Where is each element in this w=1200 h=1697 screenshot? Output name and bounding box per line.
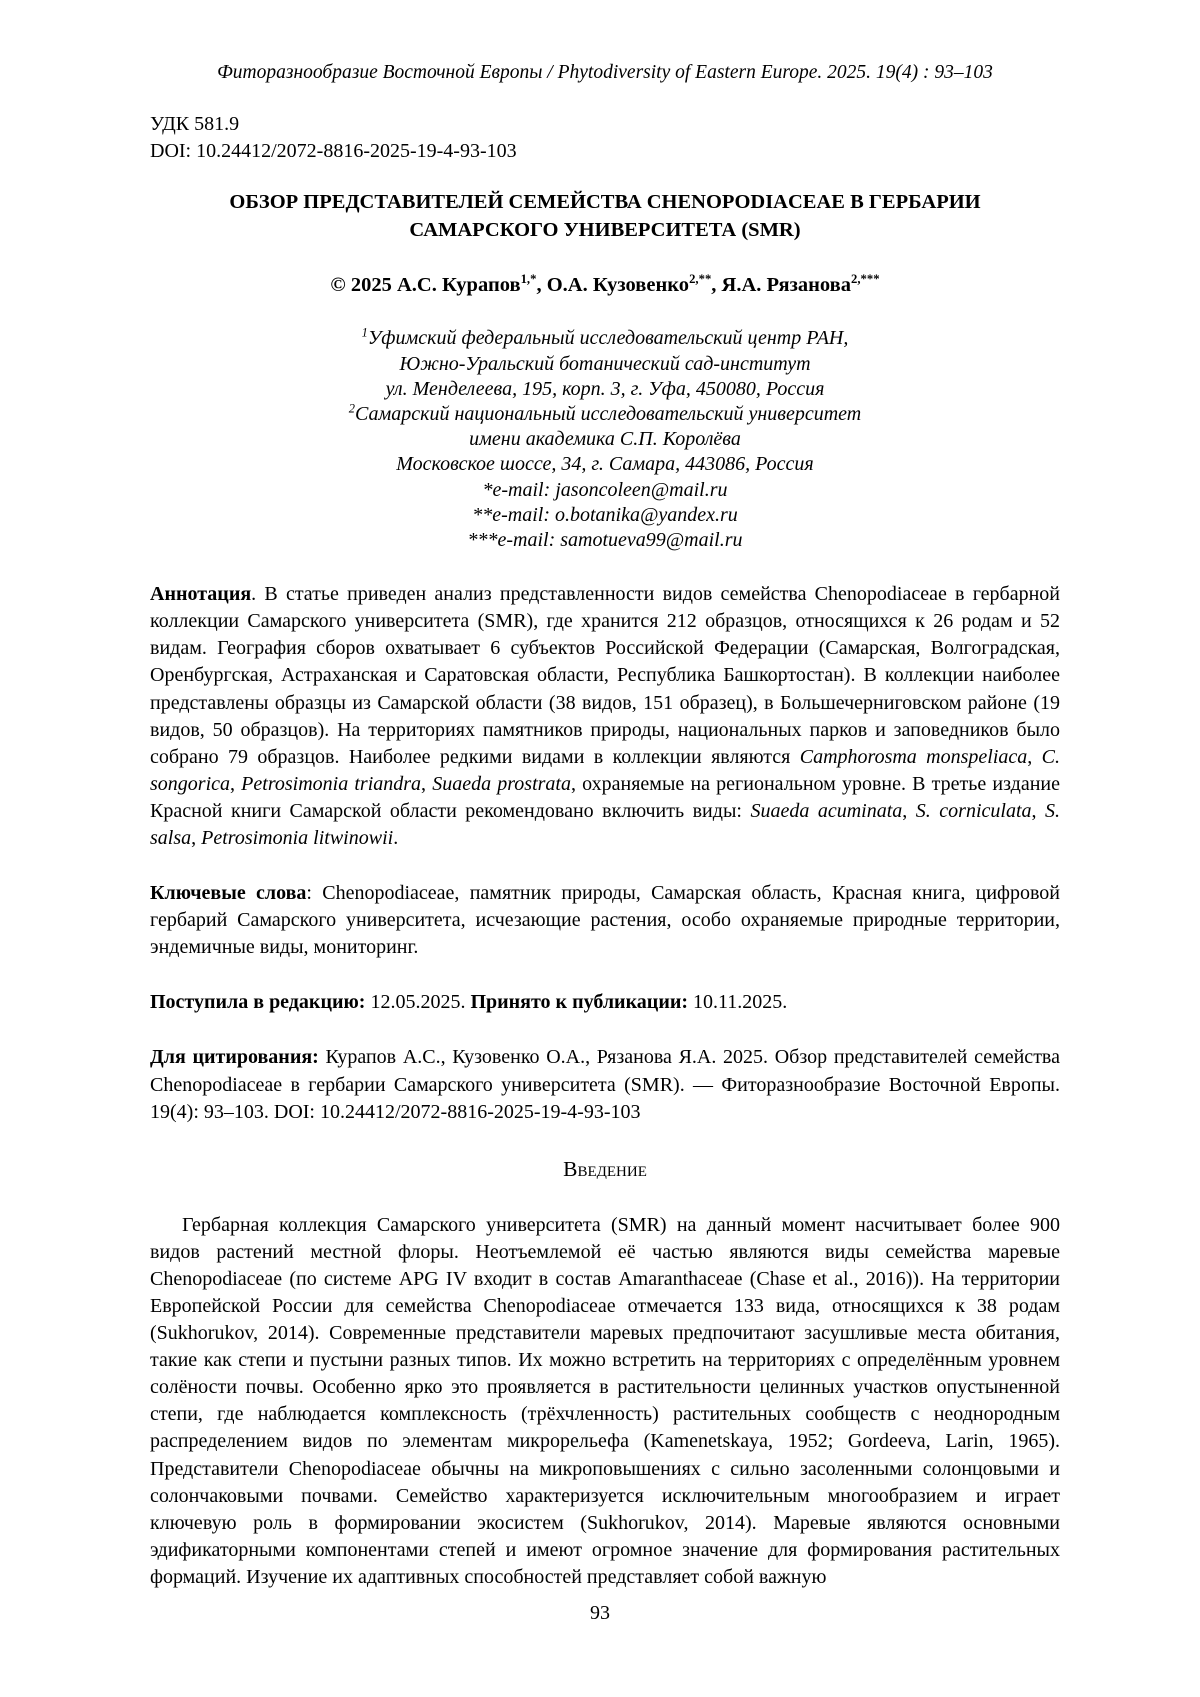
keywords-paragraph: Ключевые слова: Chenopodiaceae, памятник природы, Самарская область, Красная книга, цифровой гербарий Самарского университета, исчезающие растения, особо охраняемые природные территории, эндемичные виды, мониторинг. (150, 882, 1060, 959)
abstract-paragraph: Аннотация. В статье приведен анализ представленности видов семейства Chenopodiaceae в гербарной коллекции Самарского университета (SMR), где хранится 212 образцов, относящихся к 26 родам и 52 видам. География сборов охватывает 6 субъектов Российской Федерации (Самарская, Волгоградская, Оренбургская, Астраханская и Саратовская области, Республика Башкортостан). В коллекции наиболее представлены образцы из Самарской области (38 видов, 151 образец), в Большечерниговском районе (19 видов, 50 образцов). На территориях памятников природы, национальных парков и заповедников было собрано 79 образцов. Наиболее редкими видами в коллекции являются Camphorosma monspeliaca, C. songorica, Petrosimonia triandra, Suaeda prostrata, охраняемые на региональном уровне. В третье издание Красной книги Самарской области рекомендовано включить виды: Suaeda acuminata, S. corniculata, S. salsa, Petrosimonia litwinowii. (150, 583, 1061, 850)
introduction-heading: Введение (563, 1156, 647, 1181)
udk-number: УДК 581.9 (150, 113, 240, 136)
udk-doi-block (150, 111, 1060, 165)
page-title-line-1: ОБЗОР ПРЕДСТАВИТЕЛЕЙ СЕМЕЙСТВА CHENOPODIACEAE В ГЕРБАРИИ (229, 191, 981, 214)
affiliation-line: $^1$Уфимский федеральный исследовательский центр РАН, (361, 325, 849, 350)
journal-header: Фиторазнообразие Восточной Европы / Phytodiversity of Eastern Europe. 2025. 19(4) : 93–103 (217, 62, 993, 83)
citation-paragraph: Для цитирования: Курапов А.С., Кузовенко О.А., Рязанова Я.А. 2025. Обзор представителей семейства Chenopodiaceae в гербарии Самарского университета (SMR). — Фиторазнообразие Восточной Европы. 19(4): 93–103. DOI: 10.24412/2072-8816-2025-19-4-93-103 (150, 1046, 1060, 1123)
page-title-line-2: САМАРСКОГО УНИВЕРСИТЕТА (SMR) (409, 218, 801, 241)
affiliation-line: имени академика С.П. Королёва (469, 428, 741, 451)
affiliation-line: Южно-Уральский ботанический сад-институт (399, 352, 811, 375)
introduction-paragraph: Гербарная коллекция Самарского университета (SMR) на данный момент насчитывает более 900 видов растений местной флоры. Неотъемлемой её частью являются виды семейства маревые Chenopodiaceae (по системе APG IV входит в состав Amaranthaceae (Chase et al., 2016)). На территории Европейской России для семейства Chenopodiaceae отмечается 133 вида, относящихся к 38 родам (Sukhorukov, 2014). Современные представители маревых предпочитают засушливые места обитания, такие как степи и пустыни разных типов. Их можно встретить на территориях с определённым уровнем солёности почвы. Особенно ярко это проявляется в растительности целинных участков опустыненной степи, где наблюдается комплексность (трёхчленность) растительных сообществ с неоднородным распределением видов по элементам микрорельефа (Kamenetskaya, 1952; Gordeeva, Larin, 1965). Представители Chenopodiaceae обычны на микроповышениях с сильно засоленными солонцовыми и солончаковыми почвами. Семейство характеризуется исключительным многообразием и играет ключевую роль в формировании экосистем (Sukhorukov, 2014). Маревые являются основными эдификаторными компонентами степей и имеют огромное значение для формирования растительных формаций. Изучение их адаптивных способностей представляет собой важную (150, 1213, 1060, 1588)
doi-number: DOI: 10.24412/2072-8816-2025-19-4-93-103 (150, 140, 517, 163)
page-number: 93 (590, 1602, 610, 1624)
email-line-2: **e-mail: o.botanika@yandex.ru (472, 503, 738, 526)
affiliation-line: $^2$Самарский национальный исследовательский университет (348, 401, 862, 426)
received-accepted-dates: Поступила в редакцию: 12.05.2025. Принято к публикации: 10.11.2025. (150, 991, 788, 1014)
affiliation-block (150, 326, 1060, 553)
email-line-1: *e-mail: jasoncoleen@mail.ru (482, 478, 728, 501)
email-line-3: ***e-mail: samotueva99@mail.ru (467, 528, 743, 551)
affiliation-line: Московское шоссе, 34, г. Самара, 443086, Россия (396, 453, 814, 476)
affiliation-line: ул. Менделеева, 195, корп. 3, г. Уфа, 450080, Россия (385, 377, 825, 400)
authors-line: © 2025 А.С. Курапов$^{1,*}$, О.А. Кузовенко$^{2,**}$, Я.А. Рязанова$^{2,***}$ (330, 272, 880, 296)
page-title (150, 189, 1060, 244)
